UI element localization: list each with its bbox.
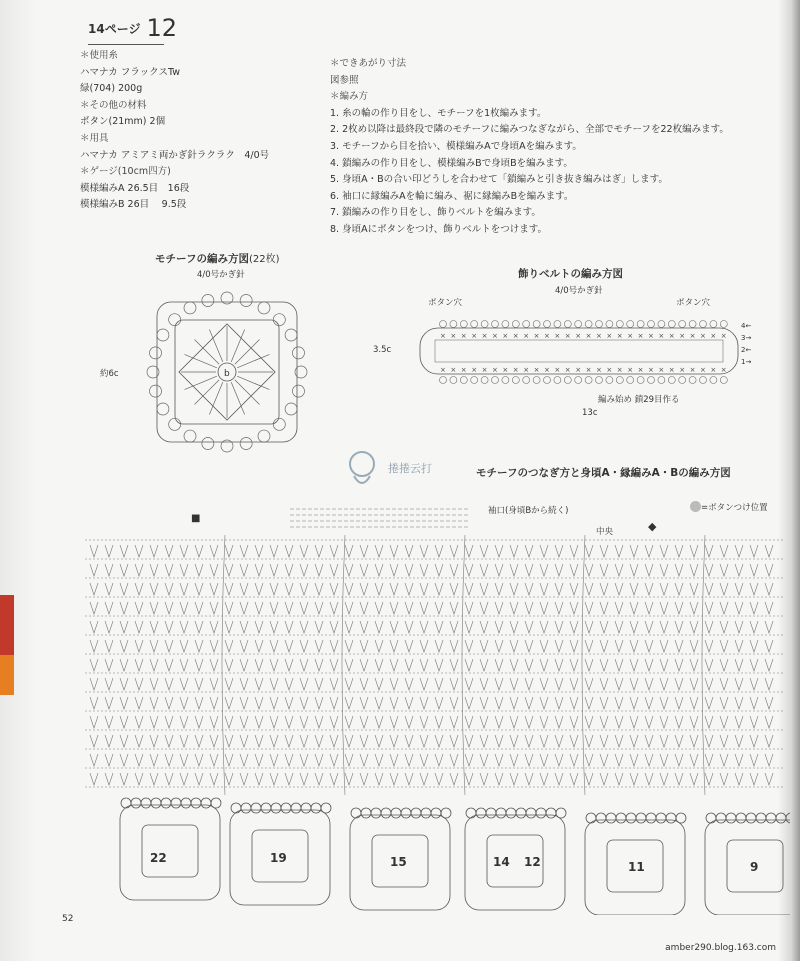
belt-row-2: 2←	[741, 346, 752, 354]
belt-button-hole-left: ボタン穴	[428, 298, 463, 308]
svg-text:×: ×	[585, 332, 592, 340]
motif-hook: 4/0号かぎ針	[197, 270, 245, 280]
svg-text:×: ×	[596, 366, 602, 374]
svg-text:×: ×	[616, 366, 623, 374]
svg-text:×: ×	[544, 366, 550, 374]
belt-width: 13c	[582, 408, 598, 418]
svg-text:×: ×	[668, 366, 675, 374]
step: 7. 鎖編みの作り目をし、飾りベルトを編みます。	[330, 207, 541, 219]
step: 3. モチーフから目を拾い、模様編みAで身頃Aを編みます。	[330, 140, 582, 152]
svg-text:×: ×	[564, 332, 571, 340]
belt-start: 編み始め 鎖29目作る	[598, 395, 680, 405]
method-heading: ＊編み方	[330, 91, 369, 103]
motif-chart-title	[155, 250, 280, 266]
svg-text:×: ×	[523, 332, 530, 340]
svg-text:×: ×	[637, 366, 644, 374]
svg-text:×: ×	[679, 332, 686, 340]
motif-count: (22枚)	[248, 254, 280, 265]
svg-text:×: ×	[720, 366, 727, 374]
svg-text:×: ×	[689, 366, 696, 374]
svg-text:×: ×	[512, 332, 519, 340]
main-title-text: モチーフのつなぎ方と身頃A・縁編みA・Bの編み方図	[476, 467, 731, 479]
body-diagram	[80, 495, 790, 915]
side-tab-orange	[0, 655, 14, 695]
gauge-b: 模様編みB 26目 9.5段	[80, 199, 187, 211]
side-tab-red	[0, 595, 14, 655]
svg-text:×: ×	[627, 332, 634, 340]
svg-text:×: ×	[523, 366, 530, 374]
svg-text:×: ×	[450, 366, 457, 374]
svg-text:×: ×	[616, 332, 623, 340]
instructions-block	[330, 56, 729, 239]
svg-text:×: ×	[533, 332, 540, 340]
svg-text:×: ×	[668, 332, 675, 340]
hook-spec: ハマナカ アミアミ両かぎ針ラクラク 4/0号	[80, 149, 270, 161]
svg-text:×: ×	[492, 366, 498, 374]
svg-text:×: ×	[564, 366, 571, 374]
gauge-heading: ＊ゲージ(10cm四方)	[80, 166, 171, 178]
svg-text:×: ×	[512, 366, 519, 374]
pattern-number: 12	[146, 14, 178, 42]
svg-text:×: ×	[502, 332, 509, 340]
svg-text:×: ×	[648, 366, 654, 374]
belt-height: 3.5c	[373, 345, 392, 355]
motif-number: 9	[750, 860, 759, 874]
belt-title-text: 飾りベルトの編み方図	[518, 268, 623, 280]
motif-number: 15	[390, 855, 407, 869]
center-label: 中央	[596, 527, 614, 537]
svg-text:×: ×	[575, 366, 582, 374]
belt-chart-title	[518, 266, 623, 281]
svg-text:×: ×	[710, 366, 717, 374]
yarn-heading: ＊使用糸	[80, 50, 119, 61]
svg-text:×: ×	[700, 332, 706, 340]
svg-text:×: ×	[460, 332, 467, 340]
yarn-color: 緑(704) 200g	[80, 83, 143, 95]
svg-text:×: ×	[627, 366, 634, 374]
gauge-a: 模様編みA 26.5目 16段	[80, 182, 190, 194]
belt-row-3: 3→	[741, 334, 752, 342]
svg-text:×: ×	[440, 332, 446, 340]
svg-text:×: ×	[544, 332, 550, 340]
step: 2. 2枚め以降は最終段で隣のモチーフに編みつなぎながら、全部でモチーフを22枚編みます。	[330, 124, 729, 136]
svg-text:×: ×	[450, 332, 457, 340]
svg-text:×: ×	[533, 366, 540, 374]
motif-number: 12	[524, 855, 541, 869]
motif-number: 14	[493, 855, 510, 869]
svg-text:×: ×	[440, 366, 446, 374]
svg-text:×: ×	[658, 332, 665, 340]
belt-diagram	[400, 310, 780, 390]
page-number: 52	[62, 914, 74, 924]
watermark-text: 捲捲云打	[388, 462, 432, 475]
svg-text:×: ×	[492, 332, 498, 340]
tools-heading: ＊用具	[80, 132, 109, 144]
svg-text:×: ×	[606, 332, 613, 340]
svg-text:b: b	[224, 369, 230, 379]
source-url: amber290.blog.163.com	[665, 943, 776, 953]
step: 6. 袖口に縁編みAを輪に編み、裾に縁編みBを編みます。	[330, 190, 574, 202]
svg-text:×: ×	[471, 332, 478, 340]
step: 1. 糸の輪の作り目をし、モチーフを1枚編みます。	[330, 107, 547, 119]
step: 5. 身頃A・Bの合い印どうしを合わせて「鎖編みと引き抜き編みはぎ」します。	[330, 174, 668, 186]
step: 8. 身頃Aにボタンをつけ、飾りベルトをつけます。	[330, 223, 547, 235]
svg-text:×: ×	[481, 366, 488, 374]
belt-button-hole-right: ボタン穴	[676, 298, 711, 308]
other-materials-heading: ＊その他の材料	[80, 99, 147, 111]
svg-text:×: ×	[460, 366, 467, 374]
motif-diagram	[145, 290, 310, 455]
page-header	[88, 14, 177, 42]
svg-text:×: ×	[648, 332, 654, 340]
svg-text:×: ×	[658, 366, 665, 374]
main-chart-title	[476, 465, 731, 480]
button-legend-text: =ボタンつけ位置	[701, 503, 768, 513]
button-spec: ボタン(21mm) 2個	[80, 116, 166, 128]
svg-text:×: ×	[606, 366, 613, 374]
belt-row-4: 4←	[741, 322, 752, 330]
svg-text:×: ×	[554, 366, 561, 374]
svg-text:×: ×	[585, 366, 592, 374]
motif-number: 19	[270, 851, 287, 865]
svg-text:×: ×	[720, 332, 727, 340]
svg-text:×: ×	[596, 332, 602, 340]
svg-text:×: ×	[471, 366, 478, 374]
motif-number: 22	[150, 851, 167, 865]
belt-row-1: 1→	[741, 358, 752, 366]
watermark-logo-icon	[342, 448, 382, 492]
svg-text:×: ×	[637, 332, 644, 340]
svg-text:×: ×	[575, 332, 582, 340]
materials-block	[80, 48, 269, 214]
belt-hook: 4/0号かぎ針	[555, 286, 603, 296]
motif-title-text: モチーフの編み方図	[155, 253, 249, 265]
svg-text:×: ×	[481, 332, 488, 340]
svg-text:×: ×	[554, 332, 561, 340]
svg-text:×: ×	[502, 366, 509, 374]
svg-text:×: ×	[700, 366, 706, 374]
header-rule	[88, 44, 164, 45]
page-ref: 14ページ	[88, 22, 141, 36]
svg-text:×: ×	[710, 332, 717, 340]
motif-size-label: 約6c	[100, 369, 119, 379]
svg-text:×: ×	[679, 366, 686, 374]
sleeve-label: 袖口(身頃Bから続く)	[488, 506, 569, 516]
size-text: 図参照	[330, 74, 359, 86]
motif-number: 11	[628, 860, 645, 874]
step: 4. 鎖編みの作り目をし、模様編みBで身頃Bを編みます。	[330, 157, 573, 169]
yarn-name: ハマナカ フラックスTw	[80, 66, 181, 78]
svg-text:×: ×	[689, 332, 696, 340]
page-left-edge	[0, 0, 36, 961]
diamond-marker-icon: ◆	[648, 520, 657, 533]
square-marker-icon: ■	[191, 513, 201, 524]
size-heading: ＊できあがり寸法	[330, 58, 407, 69]
